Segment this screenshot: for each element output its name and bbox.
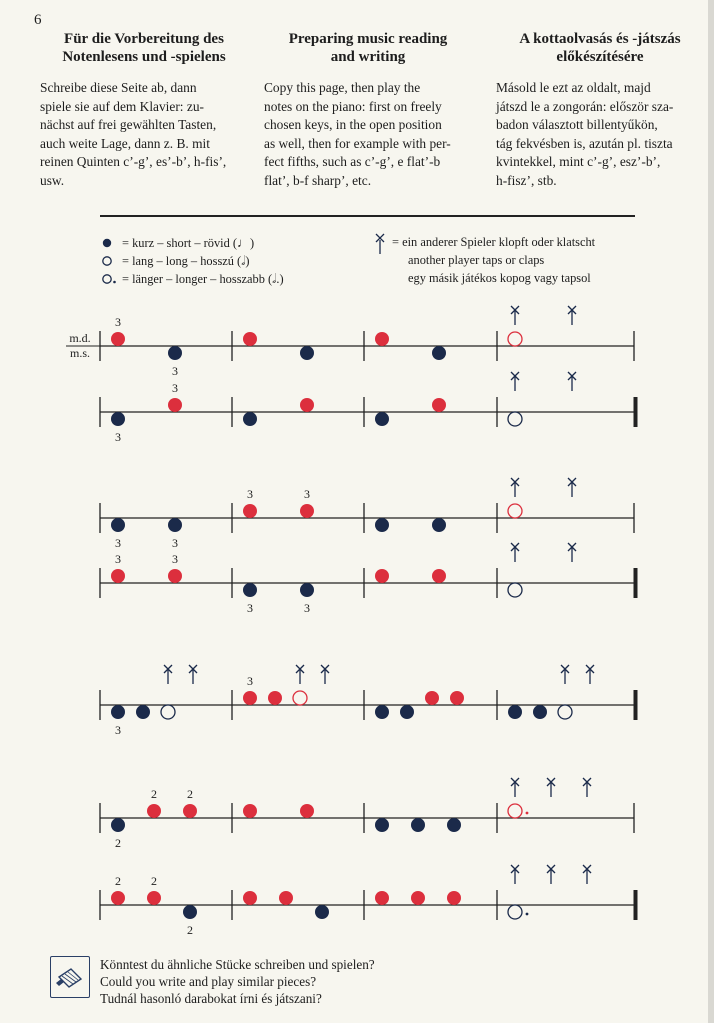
right-hand-short-note bbox=[432, 569, 446, 583]
left-hand-short-note bbox=[300, 583, 314, 597]
closing-question-english: Could you write and play similar pieces? bbox=[100, 974, 317, 989]
dot-extension bbox=[526, 913, 529, 916]
left-hand-short-note bbox=[375, 818, 389, 832]
left-hand-long-note bbox=[508, 583, 522, 597]
final-barline bbox=[634, 690, 638, 720]
left-hand-long-note bbox=[508, 412, 522, 426]
right-hand-short-note bbox=[447, 891, 461, 905]
left-hand-long-note bbox=[161, 705, 175, 719]
legend-short: = kurz – short – rövid (♩) bbox=[122, 235, 255, 250]
left-hand-long-note bbox=[558, 705, 572, 719]
tempo-count-number: 2 bbox=[187, 923, 193, 937]
tap-clap-icon bbox=[583, 865, 591, 884]
left-hand-short-note bbox=[375, 412, 389, 426]
left-hand-short-note bbox=[411, 818, 425, 832]
left-hand-short-note bbox=[243, 583, 257, 597]
left-hand-short-note bbox=[432, 518, 446, 532]
final-barline bbox=[634, 890, 638, 920]
right-hand-long-note bbox=[293, 691, 307, 705]
english-line: as well, then for example with per- bbox=[264, 135, 451, 151]
tap-clap-icon bbox=[511, 478, 519, 497]
right-hand-label: m.d. bbox=[69, 331, 91, 345]
left-hand-short-note bbox=[111, 518, 125, 532]
legend-short-text: = kurz – short – rövid ( bbox=[122, 236, 238, 250]
right-hand-short-note bbox=[425, 691, 439, 705]
right-hand-short-note bbox=[243, 332, 257, 346]
left-hand-long-note bbox=[508, 905, 522, 919]
tempo-count-number: 3 bbox=[247, 674, 253, 688]
tap-clap-icon bbox=[568, 478, 576, 497]
tempo-count-number: 3 bbox=[115, 315, 121, 329]
left-hand-short-note bbox=[375, 705, 389, 719]
tap-clap-icon bbox=[586, 665, 594, 684]
english-title-line: Preparing music reading bbox=[288, 31, 448, 47]
tap-clap-icon bbox=[511, 778, 519, 797]
left-hand-short-note bbox=[111, 705, 125, 719]
tap-clap-icon bbox=[568, 306, 576, 325]
hungarian-title-line: előkészítésére bbox=[556, 49, 644, 65]
left-hand-short-note bbox=[168, 518, 182, 532]
half-note-icon: 𝅗𝅥 bbox=[241, 253, 246, 268]
left-hand-short-note bbox=[533, 705, 547, 719]
left-hand-short-note bbox=[136, 705, 150, 719]
english-title-line: and writing bbox=[330, 49, 406, 65]
dot-extension bbox=[526, 812, 529, 815]
tap-clap-icon bbox=[164, 665, 172, 684]
right-hand-short-note bbox=[147, 891, 161, 905]
legend-longer: = länger – longer – hosszabb (𝅗𝅥.) bbox=[122, 271, 284, 286]
tempo-count-number: 3 bbox=[172, 536, 178, 550]
german-line: auch weite Lage, dann z. B. mit bbox=[40, 135, 210, 151]
right-hand-short-note bbox=[268, 691, 282, 705]
tempo-count-number: 2 bbox=[151, 787, 157, 801]
tempo-count-number: 3 bbox=[172, 364, 178, 378]
german-title-line: Notenlesens und -spielens bbox=[62, 49, 226, 65]
right-hand-short-note bbox=[300, 398, 314, 412]
right-hand-long-note bbox=[508, 804, 522, 818]
left-hand-label: m.s. bbox=[69, 346, 91, 360]
left-hand-short-note bbox=[400, 705, 414, 719]
tempo-count-number: 3 bbox=[115, 536, 121, 550]
legend-long: = lang – long – hosszú (𝅗𝅥) bbox=[122, 253, 250, 268]
final-barline bbox=[634, 568, 638, 598]
english-line: Copy this page, then play the bbox=[264, 80, 421, 95]
tap-clap-icon bbox=[561, 665, 569, 684]
right-hand-short-note bbox=[243, 504, 257, 518]
legend-longer-text: = länger – longer – hosszabb ( bbox=[122, 272, 273, 286]
tap-clap-icon bbox=[511, 306, 519, 325]
right-hand-short-note bbox=[168, 569, 182, 583]
tempo-count-number: 3 bbox=[247, 487, 253, 501]
left-hand-short-note bbox=[183, 905, 197, 919]
german-line: reinen Quinten c’-g’, es’-b’, h-fis’, bbox=[40, 154, 227, 170]
right-hand-short-note bbox=[411, 891, 425, 905]
hungarian-line: kvintekkel, mint c’-g’, esz’-b’, bbox=[496, 154, 661, 170]
tap-clap-icon bbox=[296, 665, 304, 684]
tempo-count-number: 3 bbox=[115, 552, 121, 566]
tap-clap-icon bbox=[568, 372, 576, 391]
right-hand-short-note bbox=[111, 891, 125, 905]
english-line: notes on the piano: first on freely bbox=[264, 98, 442, 114]
left-hand-short-note bbox=[243, 412, 257, 426]
tempo-count-number: 3 bbox=[304, 601, 310, 615]
tap-clap-icon bbox=[568, 543, 576, 562]
german-title-line: Für die Vorbereitung des bbox=[64, 31, 224, 47]
english-line: chosen keys, in the open position bbox=[264, 117, 442, 133]
tempo-count-number: 2 bbox=[151, 874, 157, 888]
right-hand-short-note bbox=[243, 804, 257, 818]
right-hand-short-note bbox=[375, 332, 389, 346]
tempo-count-number: 3 bbox=[247, 601, 253, 615]
left-hand-short-note bbox=[508, 705, 522, 719]
page-number: 6 bbox=[34, 12, 42, 28]
german-line: Schreibe diese Seite ab, dann bbox=[40, 80, 197, 95]
legend-tap-english: another player taps or claps bbox=[408, 253, 545, 267]
right-hand-short-note bbox=[300, 504, 314, 518]
left-hand-short-note bbox=[432, 346, 446, 360]
hungarian-line: Másold le ezt az oldalt, majd bbox=[496, 80, 651, 95]
right-hand-short-note bbox=[147, 804, 161, 818]
right-hand-short-note bbox=[432, 398, 446, 412]
tempo-count-number: 3 bbox=[172, 381, 178, 395]
english-line: fect fifths, such as c’-g’, e flat’-b bbox=[264, 154, 441, 170]
right-hand-short-note bbox=[168, 398, 182, 412]
right-hand-short-note bbox=[300, 804, 314, 818]
dotted-half-note-icon: 𝅗𝅥. bbox=[272, 271, 280, 286]
tap-clap-icon bbox=[547, 778, 555, 797]
german-line: spiele sie auf dem Klavier: zu- bbox=[40, 98, 204, 114]
tap-clap-icon bbox=[511, 543, 519, 562]
tempo-count-number: 3 bbox=[304, 487, 310, 501]
closing-question-hungarian: Tudnál hasonló darabokat írni és játszani? bbox=[100, 991, 322, 1006]
hungarian-line: h-fisz’, stb. bbox=[496, 172, 557, 188]
tempo-count-number: 3 bbox=[115, 723, 121, 737]
tempo-count-number: 3 bbox=[172, 552, 178, 566]
right-hand-short-note bbox=[243, 891, 257, 905]
legend-long-text: = lang – long – hosszú ( bbox=[122, 254, 242, 268]
tempo-count-number: 2 bbox=[115, 836, 121, 850]
tap-clap-icon bbox=[189, 665, 197, 684]
right-hand-short-note bbox=[183, 804, 197, 818]
hungarian-line: játszd le a zongorán: először sza- bbox=[496, 98, 674, 114]
right-hand-long-note bbox=[508, 332, 522, 346]
tap-clap-icon bbox=[321, 665, 329, 684]
legend-tap-german: = ein anderer Spieler klopft oder klatscht bbox=[392, 235, 596, 249]
german-line: nächst auf frei gewählten Tasten, bbox=[40, 117, 217, 133]
tempo-count-number: 3 bbox=[115, 430, 121, 444]
left-hand-short-note bbox=[111, 818, 125, 832]
right-hand-short-note bbox=[375, 891, 389, 905]
final-barline bbox=[634, 397, 638, 427]
german-line: usw. bbox=[40, 172, 65, 188]
pencil-on-paper-icon bbox=[51, 957, 88, 996]
right-hand-short-note bbox=[111, 569, 125, 583]
legend-tap-hungarian: egy másik játékos kopog vagy tapsol bbox=[408, 271, 591, 285]
tempo-count-number: 2 bbox=[115, 874, 121, 888]
hungarian-title-line: A kottaolvasás és -játszás bbox=[519, 31, 681, 47]
tap-clap-icon bbox=[511, 865, 519, 884]
right-hand-short-note bbox=[111, 332, 125, 346]
tap-clap-icon bbox=[511, 372, 519, 391]
writing-task-box bbox=[50, 956, 90, 998]
right-hand-short-note bbox=[450, 691, 464, 705]
left-hand-short-note bbox=[375, 518, 389, 532]
left-hand-short-note bbox=[315, 905, 329, 919]
right-hand-long-note bbox=[508, 504, 522, 518]
left-hand-short-note bbox=[111, 412, 125, 426]
tap-clap-icon bbox=[547, 865, 555, 884]
tempo-count-number: 2 bbox=[187, 787, 193, 801]
left-hand-short-note bbox=[447, 818, 461, 832]
quarter-note-icon: ♩ bbox=[237, 235, 251, 250]
right-hand-short-note bbox=[279, 891, 293, 905]
tap-clap-icon bbox=[583, 778, 591, 797]
left-hand-short-note bbox=[168, 346, 182, 360]
left-hand-short-note bbox=[300, 346, 314, 360]
hungarian-line: badon választott billentyűkön, bbox=[496, 117, 658, 133]
right-hand-short-note bbox=[243, 691, 257, 705]
closing-question-german: Könntest du ähnliche Stücke schreiben und spielen? bbox=[100, 957, 375, 972]
hungarian-line: tág fekvésben is, azután pl. tiszta bbox=[496, 135, 673, 151]
right-hand-short-note bbox=[375, 569, 389, 583]
english-line: flat’, b-f sharp’, etc. bbox=[264, 172, 372, 188]
